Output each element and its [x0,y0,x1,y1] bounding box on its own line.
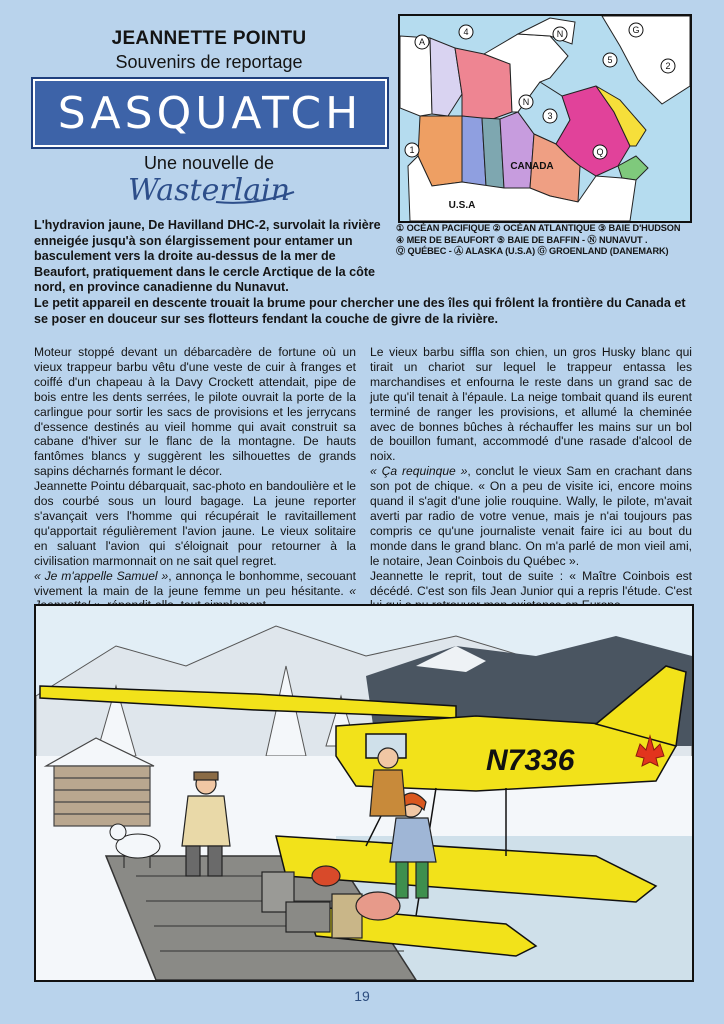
map-label-1: 1 [409,145,415,155]
map-label-2: 2 [665,61,671,71]
map-label-4: 4 [463,27,469,37]
body-left-p3-rest: , annonça le bonhomme, secouant vivement la main de la jeune femme un peu hésitante. [34,568,356,598]
body-column-left [34,345,356,613]
quote-jeannette: « [349,583,356,598]
header-subtitle: Souvenirs de reportage [115,52,303,72]
quote-samuel: « Je m'appelle Samuel » [34,568,169,583]
body-left-paragraph-2: Jeannette Pointu débarquait, sac-photo en bandoulière et le dos courbé sous un lourd bagage. La jeune reporter s'avançait vers l'homme qui récupérait le ravitaillement qu'apportait régulièrement l'avion jaune. Le vieux solitaire en saluant l'avion qui s'éloignait pour retourner à la civilisation marmonnait on ne sait quel regret. [34,479,356,568]
story-title-box [33,79,387,147]
body-right-paragraph-1: Le vieux barbu siffla son chien, un gros Husky blanc qui tirait un chariot sur lequel le trappeur entassa les marchandises et enfourna le reste dans un grand sac de jute qu'il tenait à l'épaule. La neige tombait quand ils eurent terminé de ranger les provisions, et allumé la cheminée avec de bonnes bûches à réchauffer les mains sur un bol de bouillon fumant, accommodé d'une rasade d'alcool de noix. [370,345,692,464]
map-label-a: A [418,37,426,47]
body-right-p2-rest: , conclut le vieux Sam en crachant dans son pot de chique. « On a peu de visite ici, encore moins quand il s'agit d'une jolie rouquine. Wally, le pilote, m'avait averti par radio de votre venue, mais je n'ai toujours pas compris ce qu'une journaliste venait faire ici au bout du monde dans le grand blanc. On m'a parlé de mon vieil ami, le notaire, Jean Coinbois du Québec ». [370,464,692,568]
map-label-g: G [632,25,640,35]
plane-registration: N7336 [486,744,575,777]
map-legend-line: ④ MER DE BEAUFORT ⑤ BAIE DE BAFFIN - Ⓝ NUNAVUT . [396,234,648,245]
page-number: 19 [354,988,370,1004]
comic-illustration [34,604,694,982]
header-author-name: JEANNETTE POINTU [111,28,307,49]
canada-map [398,14,692,223]
map-legend-line: Ⓠ QUÉBEC - Ⓐ ALASKA (U.S.A) Ⓖ GROENLAND (DANEMARK) [396,246,669,257]
map-label-usa: U.S.A [448,200,476,211]
intro-text-2: Le petit appareil en descente trouait la brume pour chercher une des îles qui frôlent la frontière du Canada et se poser en douceur sur ses flotteurs fendant la couche de givre de la rivière. [34,296,686,326]
story-title: SASQUATCH [57,87,363,139]
signature-text: Wasterlain [128,173,291,208]
author-signature [124,172,299,208]
body-right-paragraph-2 [370,464,692,568]
map-label-q: Q [596,147,604,157]
map-label-n1: N [556,29,564,39]
intro-paragraph-2 [34,296,694,327]
map-label-5: 5 [607,55,613,65]
map-alaska [400,36,432,116]
body-right-paragraph-3: Jeannette le reprit, tout de suite : « Maître Coinbois est décédé. C'est son fils Jean Junior qui a repris l'étude. C'est [370,568,692,598]
map-legend-line: ① OCÉAN PACIFIQUE ② OCÉAN ATLANTIQUE ③ BAIE D'HUDSON [396,223,681,233]
map-label-canada: CANADA [510,161,554,172]
map-label-n2: N [522,97,530,107]
map-label-3: 3 [547,111,553,121]
intro-text-1: L'hydravion jaune, De Havilland DHC-2, survolait la rivière enneigée jusqu'à son élargissement pour entamer un basculement vers la droite au-dessus de la mer de Beaufort, pratiquement dans le cercle Arctique de la côte nord, en province canadienne du Nunavut. [34,218,381,294]
map-legend [396,223,696,258]
body-column-right [370,345,692,613]
byline: Une nouvelle de [143,153,275,173]
body-left-paragraph-1: Moteur stoppé devant un débarcadère de fortune où un vieux trappeur barbu vêtu d'une veste de cuir à franges et coiffé d'un chapeau à la Davy Crockett attendait, pipe de bois entre les dents serrées, le pilote ouvrait la porte de la carlingue pour sortir les sacs de provisions et les jerrycans d'essence destinés au vieil homme qui avait construit sa cabane d'hiver sur le flanc de la montagne. De hauts fantômes blancs y suggèrent les silhouettes de grands sapins décharnés formant le décor. [34,345,356,479]
quote-ca-requinque: « Ça requinque » [370,464,468,479]
intro-paragraph-1 [34,218,390,296]
